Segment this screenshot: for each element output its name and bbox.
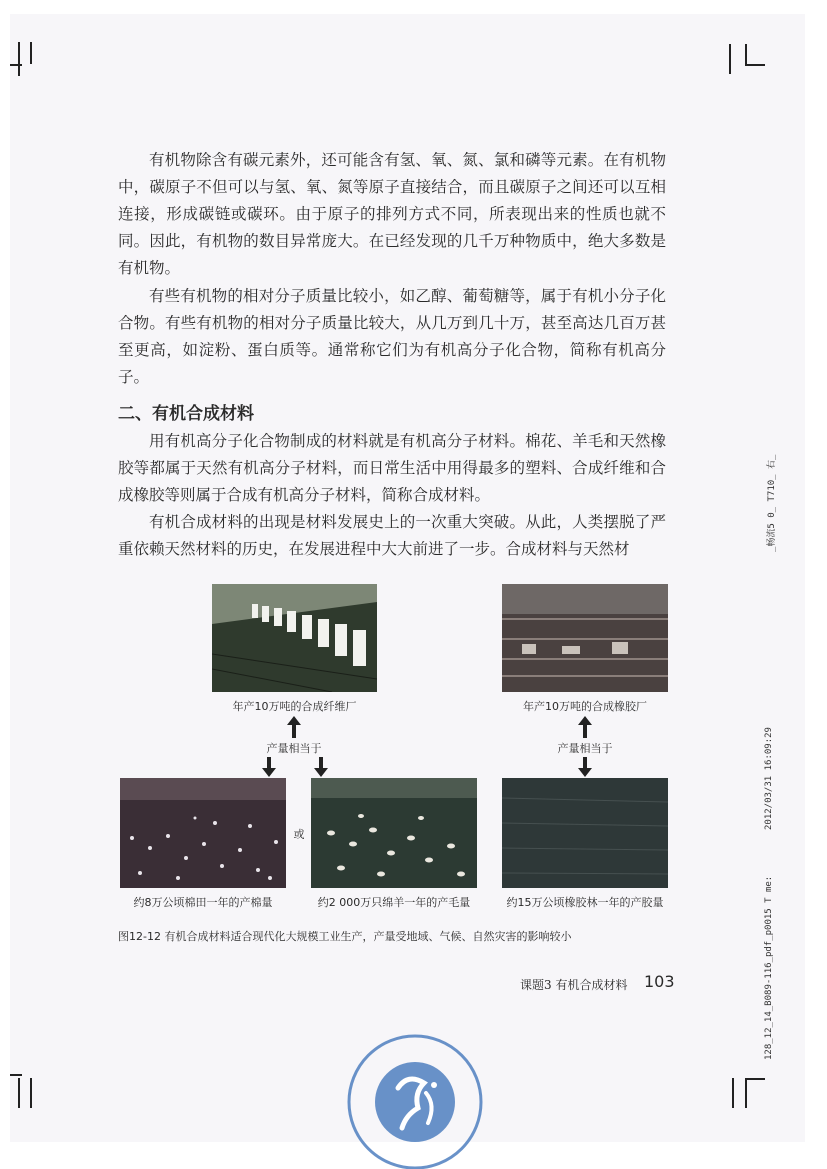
figure-caption: 图12-12 有机合成材料适合现代化大规模工业生产，产量受地域、气候、自然灾害的影响较小 (118, 930, 572, 943)
crop-mark (745, 1078, 747, 1108)
rubber-forest-photo (502, 778, 668, 888)
crop-mark (745, 64, 765, 66)
margin-note-middle: 2012/03/31 16:09:29 (764, 727, 774, 830)
crop-mark (18, 1078, 20, 1108)
crop-mark (30, 42, 32, 64)
paragraph-polymer-materials: 用有机高分子化合物制成的材料就是有机高分子材料。棉花、羊毛和天然橡胶等都属于天然有机高分子材料，而日常生活中用得最多的塑料、合成纤维和合成橡胶等则属于合成有机高分子材料，简称合成材料。 (118, 432, 666, 504)
fiber-factory-caption: 年产10万吨的合成纤维厂 (232, 700, 357, 713)
crop-mark (745, 44, 747, 66)
paragraph-molecular-mass: 有些有机物的相对分子质量比较小，如乙醇、葡萄糖等，属于有机小分子化合物。有些有机物的相对分子质量比较大，从几万到几十万，甚至高达几百万甚至更高，如淀粉、蛋白质等。通常称它们为有机高分子化合物，简称有机高分子。 (118, 287, 666, 386)
page-number: 103 (644, 972, 675, 991)
margin-note-top: _畅流5 0_ T710_ 右_ (767, 454, 777, 552)
arrow-up-icon (578, 716, 592, 738)
arrow-down-icon (314, 757, 328, 777)
arrow-down-icon (578, 757, 592, 777)
sheep-caption: 约2 000万只绵羊一年的产毛量 (317, 896, 471, 909)
cotton-field-photo (120, 778, 286, 888)
paragraph-organic-elements: 有机物除含有碳元素外，还可能含有氢、氧、氮、氯和磷等元素。在有机物中，碳原子不但可以与氢、氧、氮等原子直接结合，而且碳原子之间还可以互相连接，形成碳链或碳环。由于原子的排列方式不同，所表现出来的性质也就不同。因此，有机物的数目异常庞大。在已经发现的几千万种物质中，绝大多数是有机物。 (118, 151, 666, 277)
arrow-up-icon (287, 716, 301, 738)
crop-mark (18, 42, 20, 76)
rubber-factory-caption: 年产10万吨的合成橡胶厂 (523, 700, 647, 713)
crop-mark (10, 1074, 22, 1076)
crop-mark (745, 1078, 765, 1080)
arrow-down-icon (262, 757, 276, 777)
crop-mark (732, 1078, 734, 1108)
topic-title: 课题3 有机合成材料 (520, 978, 628, 992)
equivalent-label-right: 产量相当于 (557, 742, 613, 755)
sheep-flock-photo (311, 778, 477, 888)
equivalent-label-left: 产量相当于 (266, 742, 322, 755)
watermark-logo (346, 1033, 484, 1169)
crop-mark (10, 64, 22, 66)
cotton-caption: 约8万公顷棉田一年的产棉量 (133, 896, 273, 909)
crop-mark (729, 44, 731, 74)
crop-mark (30, 1078, 32, 1108)
rubber-factory-photo (502, 584, 668, 692)
fiber-factory-photo (212, 584, 377, 692)
or-label: 或 (293, 828, 305, 841)
margin-note-bottom: 128_12_14_B089-116_pdf_p0015 T me: (764, 875, 774, 1060)
paragraph-breakthrough: 有机合成材料的出现是材料发展史上的一次重大突破。从此，人类摆脱了严重依赖天然材料的历史，在发展进程中大大前进了一步。合成材料与天然材 (118, 513, 666, 558)
section-heading: 二、有机合成材料 (118, 404, 254, 424)
rubber-forest-caption: 约15万公顷橡胶林一年的产胶量 (506, 896, 664, 909)
